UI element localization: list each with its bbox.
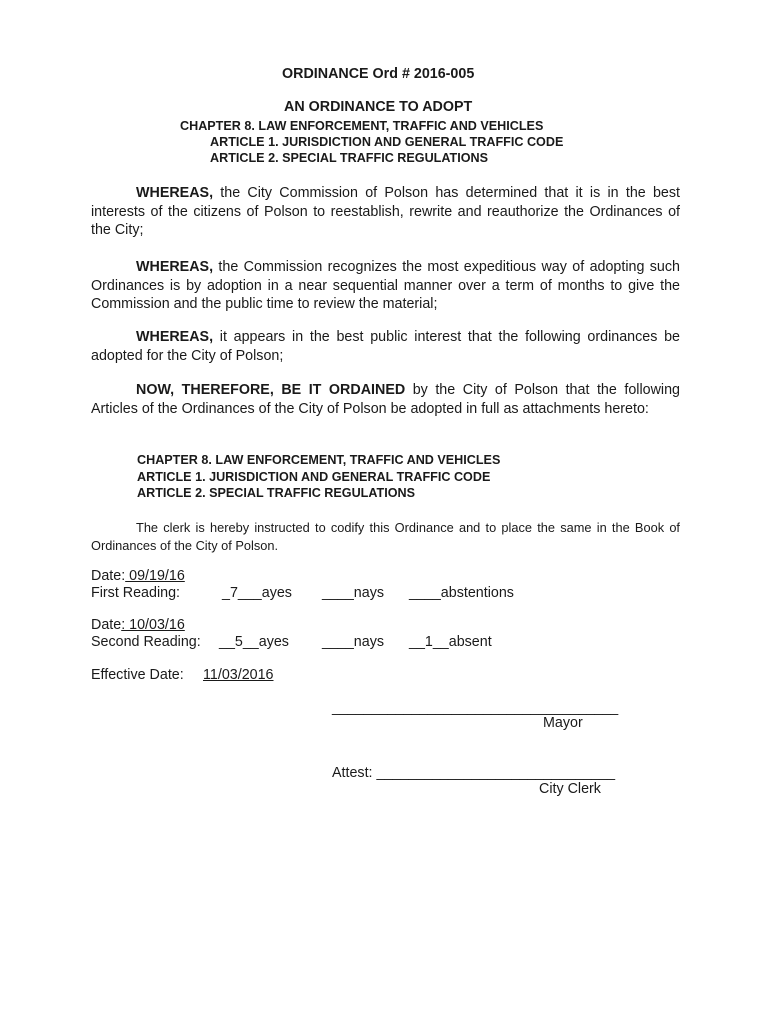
header-chapter: CHAPTER 8. LAW ENFORCEMENT, TRAFFIC AND VEHICLES — [180, 119, 544, 133]
first-reading-label: First Reading: — [91, 585, 180, 601]
whereas-paragraph-1 — [91, 184, 680, 240]
list-article-2: ARTICLE 2. SPECIAL TRAFFIC REGULATIONS — [137, 486, 416, 500]
paragraph-text: the Commission recognizes the most expeditious way of adopting such Ordinances is by adoption in a near sequential manner over a term of months to give the Commission and the public time to review the material; — [91, 259, 680, 312]
whereas-lead: WHEREAS, — [136, 329, 214, 345]
list-article-1: ARTICLE 1. JURISDICTION AND GENERAL TRAFFIC CODE — [137, 470, 491, 484]
whereas-lead: WHEREAS, — [136, 185, 214, 201]
paragraph-text: the City Commission of Polson has determined that it is in the best interests of the citizens of Polson to reestablish, rewrite and reauthorize the Ordinances of the City; — [91, 185, 680, 238]
mayor-signature-line: ____________________________________ — [332, 700, 619, 716]
first-reading-ayes: _7___ayes — [222, 585, 292, 601]
first-reading-date — [91, 568, 185, 584]
attest-label: Attest: — [332, 765, 377, 781]
whereas-paragraph-3 — [91, 328, 680, 365]
date-label: Date — [91, 617, 122, 633]
whereas-lead: WHEREAS, — [136, 259, 214, 275]
effective-date-label: Effective Date: — [91, 667, 184, 683]
list-chapter: CHAPTER 8. LAW ENFORCEMENT, TRAFFIC AND VEHICLES — [137, 453, 501, 467]
header-article-1: ARTICLE 1. JURISDICTION AND GENERAL TRAFFIC CODE — [210, 135, 564, 149]
second-reading-ayes: __5__ayes — [219, 634, 289, 650]
ordained-paragraph — [91, 381, 680, 418]
second-reading-label: Second Reading: — [91, 634, 201, 650]
effective-date-value: 11/03/2016 — [203, 667, 274, 683]
attest-line: ______________________________ — [376, 765, 616, 781]
mayor-label: Mayor — [543, 715, 583, 731]
attest-signature — [332, 765, 615, 781]
ordained-lead: NOW, THEREFORE, BE IT ORDAINED — [136, 382, 406, 398]
date-value: : 10/03/16 — [121, 617, 185, 633]
second-reading-date — [91, 617, 185, 633]
first-reading-abstentions: ____abstentions — [409, 585, 514, 601]
paragraph-text: The clerk is hereby instructed to codify this Ordinance and to place the same in the Book of Ordinances of the City of Polson. — [91, 520, 680, 553]
second-reading-nays: ____nays — [322, 634, 385, 650]
city-clerk-label: City Clerk — [539, 781, 601, 797]
date-value: 09/19/16 — [125, 568, 185, 584]
ordinance-subtitle: AN ORDINANCE TO ADOPT — [284, 99, 473, 115]
header-article-2: ARTICLE 2. SPECIAL TRAFFIC REGULATIONS — [210, 151, 489, 165]
paragraph-text: it appears in the best public interest that the following ordinances be adopted for the City of Polson; — [91, 329, 680, 364]
ordinance-title: ORDINANCE Ord # 2016-005 — [282, 66, 475, 82]
paragraph-text: by the City of Polson that the following Articles of the Ordinances of the City of Polson be adopted in full as attachments hereto: — [91, 382, 680, 417]
second-reading-absent: __1__absent — [409, 634, 492, 650]
clerk-paragraph — [91, 519, 680, 555]
whereas-paragraph-2 — [91, 258, 680, 314]
date-label: Date: — [91, 568, 126, 584]
first-reading-nays: ____nays — [322, 585, 385, 601]
